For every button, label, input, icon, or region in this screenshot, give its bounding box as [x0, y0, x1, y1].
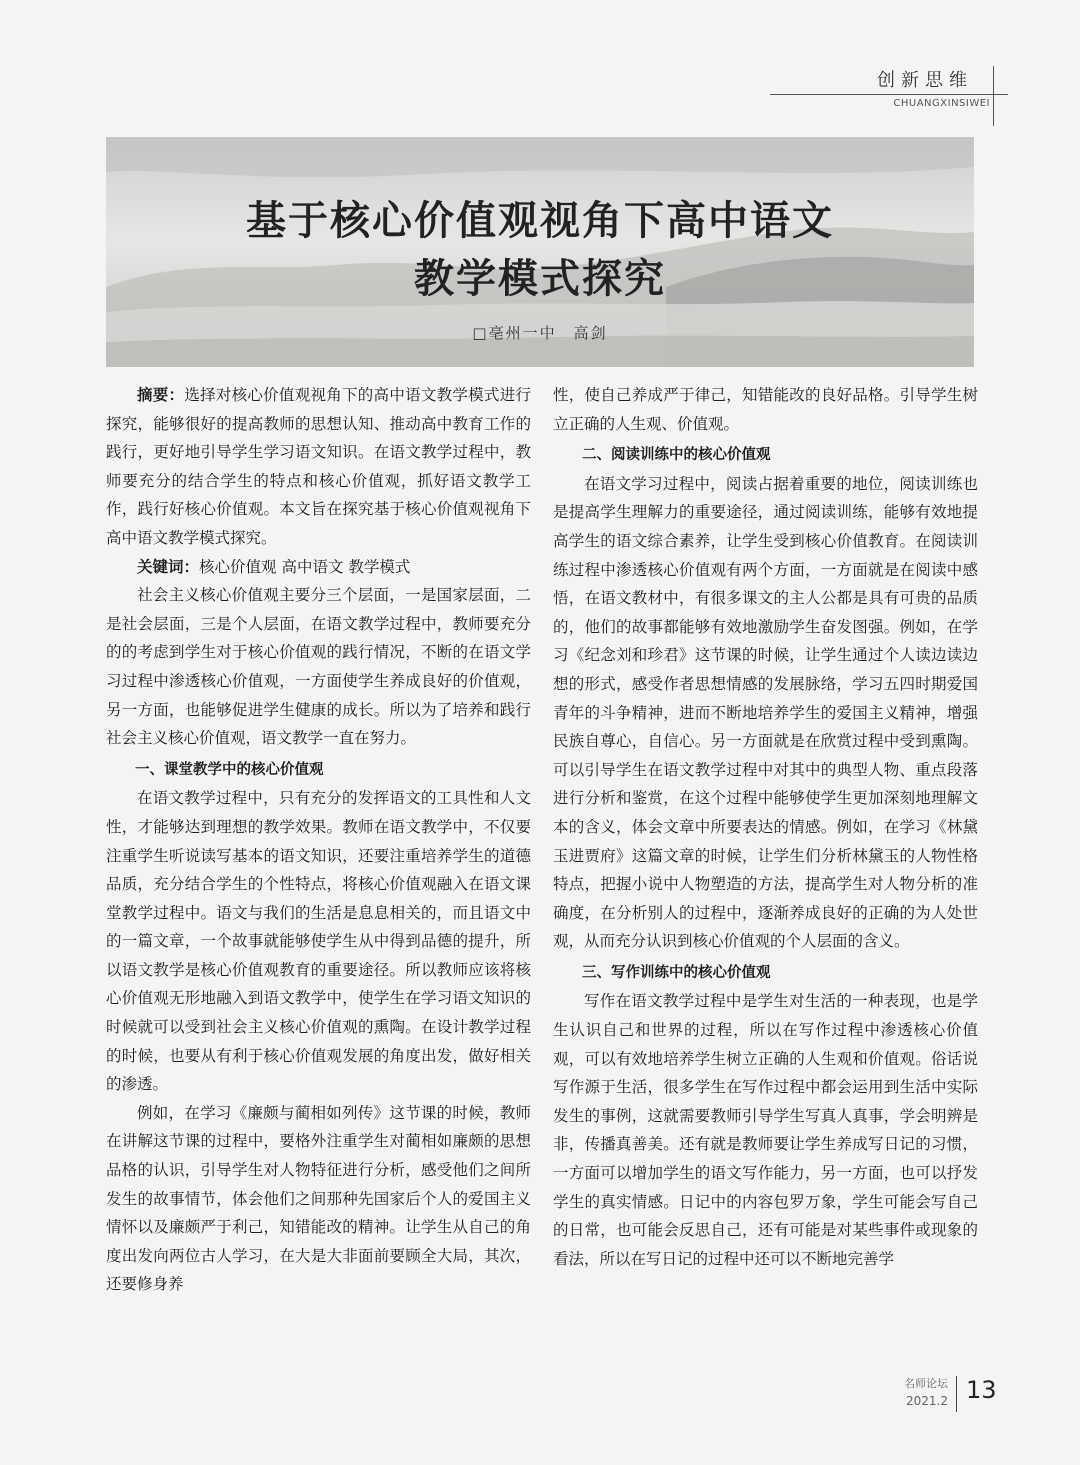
abstract	[106, 381, 531, 553]
keywords	[106, 553, 531, 582]
section-title-pinyin: CHUANGXINSIWEI	[893, 98, 990, 109]
header-rule-horizontal	[770, 94, 1008, 95]
issue-date: 2021.2	[906, 1394, 948, 1408]
abstract-text: 选择对核心价值观视角下的高中语文教学模式进行探究，能够很好的提高教师的思想认知、推动高中教育工作的践行，更好地引导学生学习语文知识。在语文教学过程中，教师要充分的结合学生的特点和核心价值观，抓好语文教学工作，践行好核心价值观。本文旨在探究基于核心价值观视角下高中语文教学模式探究。	[106, 386, 531, 547]
footer-divider	[956, 1376, 957, 1412]
header-rule-vertical	[993, 66, 994, 126]
author-byline: □亳州一中 高剑	[472, 324, 608, 342]
section-heading-1: 一、课堂教学中的核心价值观	[135, 761, 324, 778]
left-column	[106, 381, 531, 1299]
keywords-label: 关键词：	[137, 557, 200, 576]
abstract-label: 摘要：	[137, 386, 185, 404]
body-paragraph: 例如，在学习《廉颇与蔺相如列传》这节课的时候，教师在讲解这节课的过程中，要格外注重学生对蔺相如廉颇的思想品格的认识，引导学生对人物特征进行分析，感受他们之间所发生的故事情节，体会他们之间那种先国家后个人的爱国主义情怀以及廉颇严于利己，知错能改的精神。让学生从自己的角度出发向两位古人学习，在大是大非面前要顾全大局，其次，还要修身养	[106, 1103, 531, 1294]
section-title: 创新思维	[877, 70, 973, 91]
body-paragraph: 写作在语文教学过程中是学生对生活的一种表现，也是学生认识自己和世界的过程，所以在写作过程中渗透核心价值观，可以有效地培养学生树立正确的人生观和价值观。俗话说写作源于生活，很多学生在写作过程中都会运用到生活中实际发生的事例，这就需要教师引导学生写真人真事，学会明辨是非，传播真善美。还有就是教师要让学生养成写日记的习惯，一方面可以增加学生的语文写作能力，另一方面，也可以抒发学生的真实情感。日记中的内容包罗万象，学生可能会写自己的日常，也可能会反思自己，还有可能是对某些事件或现象的看法，所以在写日记的过程中还可以不断地完善学	[553, 992, 978, 1268]
section-heading-2: 二、阅读训练中的核心价值观	[582, 447, 771, 464]
title-banner	[106, 137, 974, 367]
intro-paragraph: 社会主义核心价值观主要分三个层面，一是国家层面，二是社会层面，三是个人层面，在语文教学过程中，教师要充分的的考虑到学生对于核心价值观的践行情况，不断的在语文学习过程中渗透核心价值观，一方面使学生养成良好的价值观，另一方面，也能够促进学生健康的成长。所以为了培养和践行社会主义核心价值观，语文教学一直在努力。	[106, 586, 531, 748]
right-column	[553, 381, 978, 1273]
page-number: 13	[966, 1376, 997, 1404]
section-heading-3: 三、写作训练中的核心价值观	[582, 964, 771, 981]
article-title-line-2: 教学模式探究	[414, 256, 666, 302]
body-paragraph: 在语文学习过程中，阅读占据着重要的地位，阅读训练也是提高学生理解力的重要途径，通过阅读训练，能够有效地提高学生的语文综合素养，让学生受到核心价值教育。在阅读训练过程中渗透核心价值观有两个方面，一方面就是在阅读中感悟，在语文教材中，有很多课文的主人公都是具有可贵的品质的，他们的故事都能够有效地激励学生奋发图强。例如，在学习《纪念刘和珍君》这节课的时候，让学生通过个人读边读边想的形式，感受作者思想情感的发展脉络，学习五四时期爱国青年的斗争精神，进而不断地培养学生的爱国主义精神，增强民族自尊心，自信心。另一方面就是在欣赏过程中受到熏陶。可以引导学生在语文教学过程中对其中的典型人物、重点段落进行分析和鉴赏，在这个过程中能够使学生更加深刻地理解文本的含义，体会文章中所要表达的情感。例如，在学习《林黛玉进贾府》这篇文章的时候，让学生们分析林黛玉的人物性格特点，把握小说中人物塑造的方法，提高学生对人物分析的准确度，在分析别人的过程中，逐渐养成良好的正确的为人处世观，从而充分认识到核心价值观的个人层面的含义。	[553, 474, 978, 951]
article-title-line-1: 基于核心价值观视角下高中语文	[246, 198, 834, 244]
journal-name: 名师论坛	[904, 1377, 948, 1390]
body-paragraph: 在语文教学过程中，只有充分的发挥语文的工具性和人文性，才能够达到理想的教学效果。教师在语文教学中，不仅要注重学生听说读写基本的语文知识，还要注重培养学生的道德品质，充分结合学生的个性特点，将核心价值观融入在语文课堂教学过程中。语文与我们的生活是息息相关的，而且语文中的一篇文章，一个故事就能够使学生从中得到品德的提升，所以语文教学是核心价值观教育的重要途径。所以教师应该将核心价值观无形地融入到语文教学中，使学生在学习语文知识的时候就可以受到社会主义核心价值观的熏陶。在设计教学过程的时候，也要从有利于核心价值观发展的角度出发，做好相关的渗透。	[106, 789, 531, 1094]
body-paragraph-continued: 性，使自己养成严于律己，知错能改的良好品格。引导学生树立正确的人生观、价值观。	[553, 386, 978, 433]
keywords-text: 核心价值观 高中语文 教学模式	[199, 557, 411, 576]
